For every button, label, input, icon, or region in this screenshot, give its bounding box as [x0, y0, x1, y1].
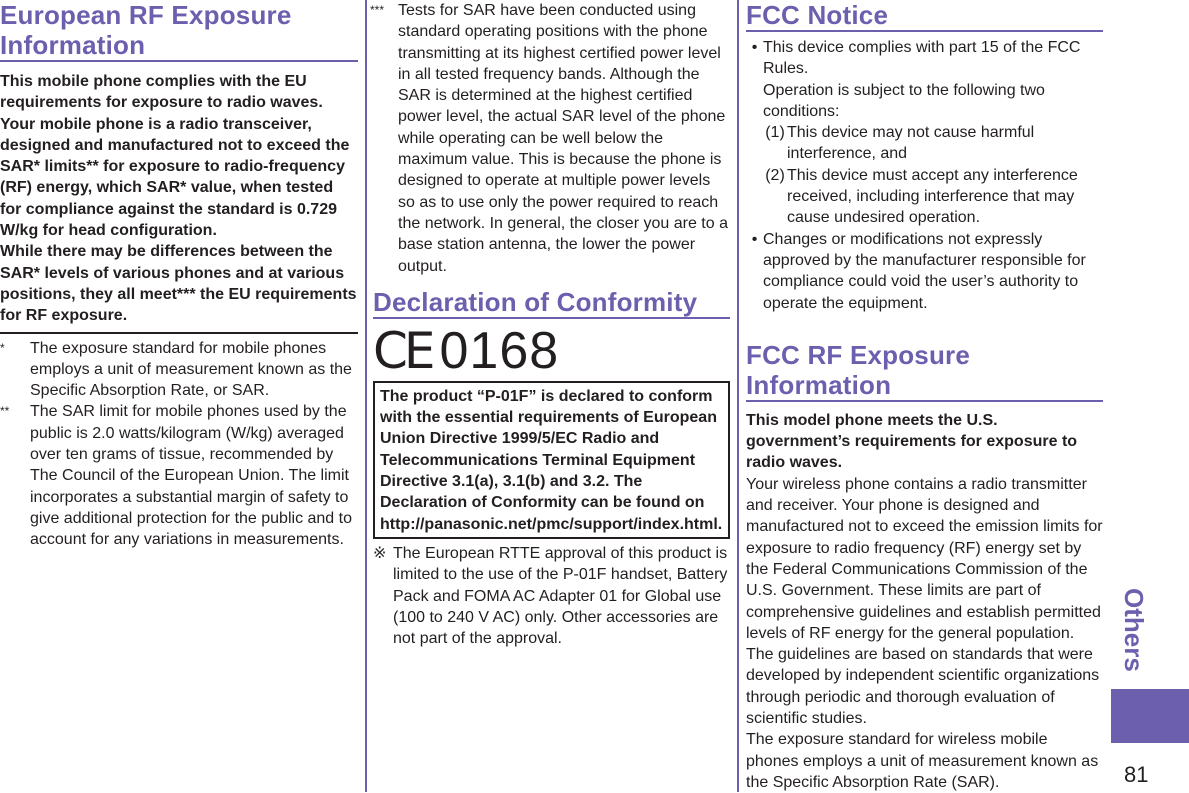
- reference-mark-icon: ※: [373, 544, 387, 562]
- condition-number: (1): [765, 124, 785, 142]
- section-heading: FCC Notice: [746, 0, 1103, 32]
- bullet-text: Operation is subject to the following two conditions:: [763, 81, 1045, 120]
- condition-number: (2): [765, 166, 785, 184]
- footnote-text: The SAR limit for mobile phones used by the public is 2.0 watts/kilogram (W/kg) averaged over ten grams of tissue, recommended by The Council of the European Union. The limit incorporates a substantial margin of safety to give additional protection for the public and to account for any variations in measurements.: [30, 403, 352, 549]
- bullet-icon: •: [751, 230, 758, 248]
- footnote-mark: *: [0, 340, 5, 355]
- ce-marking: [373, 323, 730, 379]
- notified-body-number: 0168: [439, 321, 560, 380]
- section-heading: European RF Exposure Information: [0, 0, 358, 62]
- footnote: [370, 0, 730, 277]
- bold-paragraph: While there may be differences between the SAR* levels of various phones and at various positions, they all meet*** the EU requirements for RF exposure.: [0, 241, 358, 333]
- condition-text: This device may not cause harmful interference, and: [787, 124, 1035, 163]
- section-heading: Declaration of Conformity: [373, 287, 730, 319]
- rtte-note: [373, 543, 730, 649]
- side-tab-marker: [1111, 689, 1189, 743]
- bullet-icon: •: [751, 39, 758, 56]
- condition-item: [763, 122, 1103, 165]
- european-rf-exposure-section: [0, 0, 358, 551]
- page-number: 81: [1124, 762, 1149, 787]
- bullet-item: [746, 37, 1103, 229]
- footnotes: [0, 338, 358, 551]
- side-tab-label: Others: [1119, 588, 1149, 672]
- paragraph: Your wireless phone contains a radio transmitter and receiver. Your phone is designed and manufactured not to exceed the emission limits for exposure to radio frequency (RF) energy set by the Federal Communications Commission of the U.S. Government. These limits are part of comprehensive guidelines and establish permitted levels of RF energy for the general population. The guidelines are based on standards that were developed by independent scientific organizations through periodic and thorough evaluation of scientific studies.: [746, 475, 1103, 728]
- bullet-text: Changes or modifications not expressly approved by the manufacturer responsible for compliance could void the user’s authority to operate the equipment.: [763, 230, 1086, 312]
- column-divider: [365, 0, 367, 792]
- conformity-statement-box: The product “P-01F” is declared to conform with the essential requirements of European Union Directive 1999/5/EC Radio and Telecommunications Terminal Equipment Directive 3.1(a), 3.1(b) and 3.2. The Declaration of Conformity can be found on http://panasonic.net/pmc/support/index.html.: [373, 381, 730, 539]
- footnote-text: The exposure standard for mobile phones employs a unit of measurement known as the Specific Absorption Rate, or SAR.: [30, 339, 352, 400]
- column-divider: [737, 0, 739, 792]
- fcc-section: [746, 0, 1103, 793]
- declaration-section: [370, 0, 730, 649]
- fcc-notice-list: [746, 37, 1103, 314]
- bullet-text: This device complies with part 15 of the FCC Rules.: [763, 39, 1081, 78]
- bold-paragraph: This mobile phone complies with the EU requirements for exposure to radio waves. Your mobile phone is a radio transceiver, designed and manufactured not to exceed the SAR* limits** for exposure to radio-frequency (RF) energy, which SAR* value, when tested for compliance against the standard is 0.729 W/kg for head configuration.: [0, 73, 350, 240]
- footnote-mark: **: [0, 404, 10, 419]
- footnote: [0, 401, 358, 550]
- ce-mark-icon: CE: [373, 321, 432, 380]
- section-heading: FCC RF Exposure Information: [746, 340, 1103, 402]
- footnote-mark: ***: [370, 3, 385, 17]
- bullet-item: [746, 229, 1103, 314]
- footnote-text: Tests for SAR have been conducted using standard operating positions with the phone transmitting at its highest certified power level in all tested frequency bands. Although the SAR is determined at the highest certified power level, the actual SAR level of the phone while operating can be well below the maximum value. This is because the phone is designed to operate at multiple power levels so as to use only the power required to reach the network. In general, the closer you are to a base station antenna, the lower the power output.: [398, 2, 728, 275]
- paragraph: The exposure standard for wireless mobile phones employs a unit of measurement known as the Specific Absorption Rate (SAR).: [746, 731, 1099, 791]
- rtte-note-text: The European RTTE approval of this product is limited to the use of the P-01F handset, Battery Pack and FOMA AC Adapter 01 for Global use (100 to 240 V AC) only. Other accessories are not part of the approval.: [393, 544, 728, 648]
- bold-paragraph: This model phone meets the U.S. government’s requirements for exposure to radio waves.: [746, 411, 1078, 472]
- footnote: [0, 338, 358, 402]
- condition-item: [763, 165, 1103, 229]
- condition-text: This device must accept any interference received, including interference that may cause undesired operation.: [787, 166, 1078, 227]
